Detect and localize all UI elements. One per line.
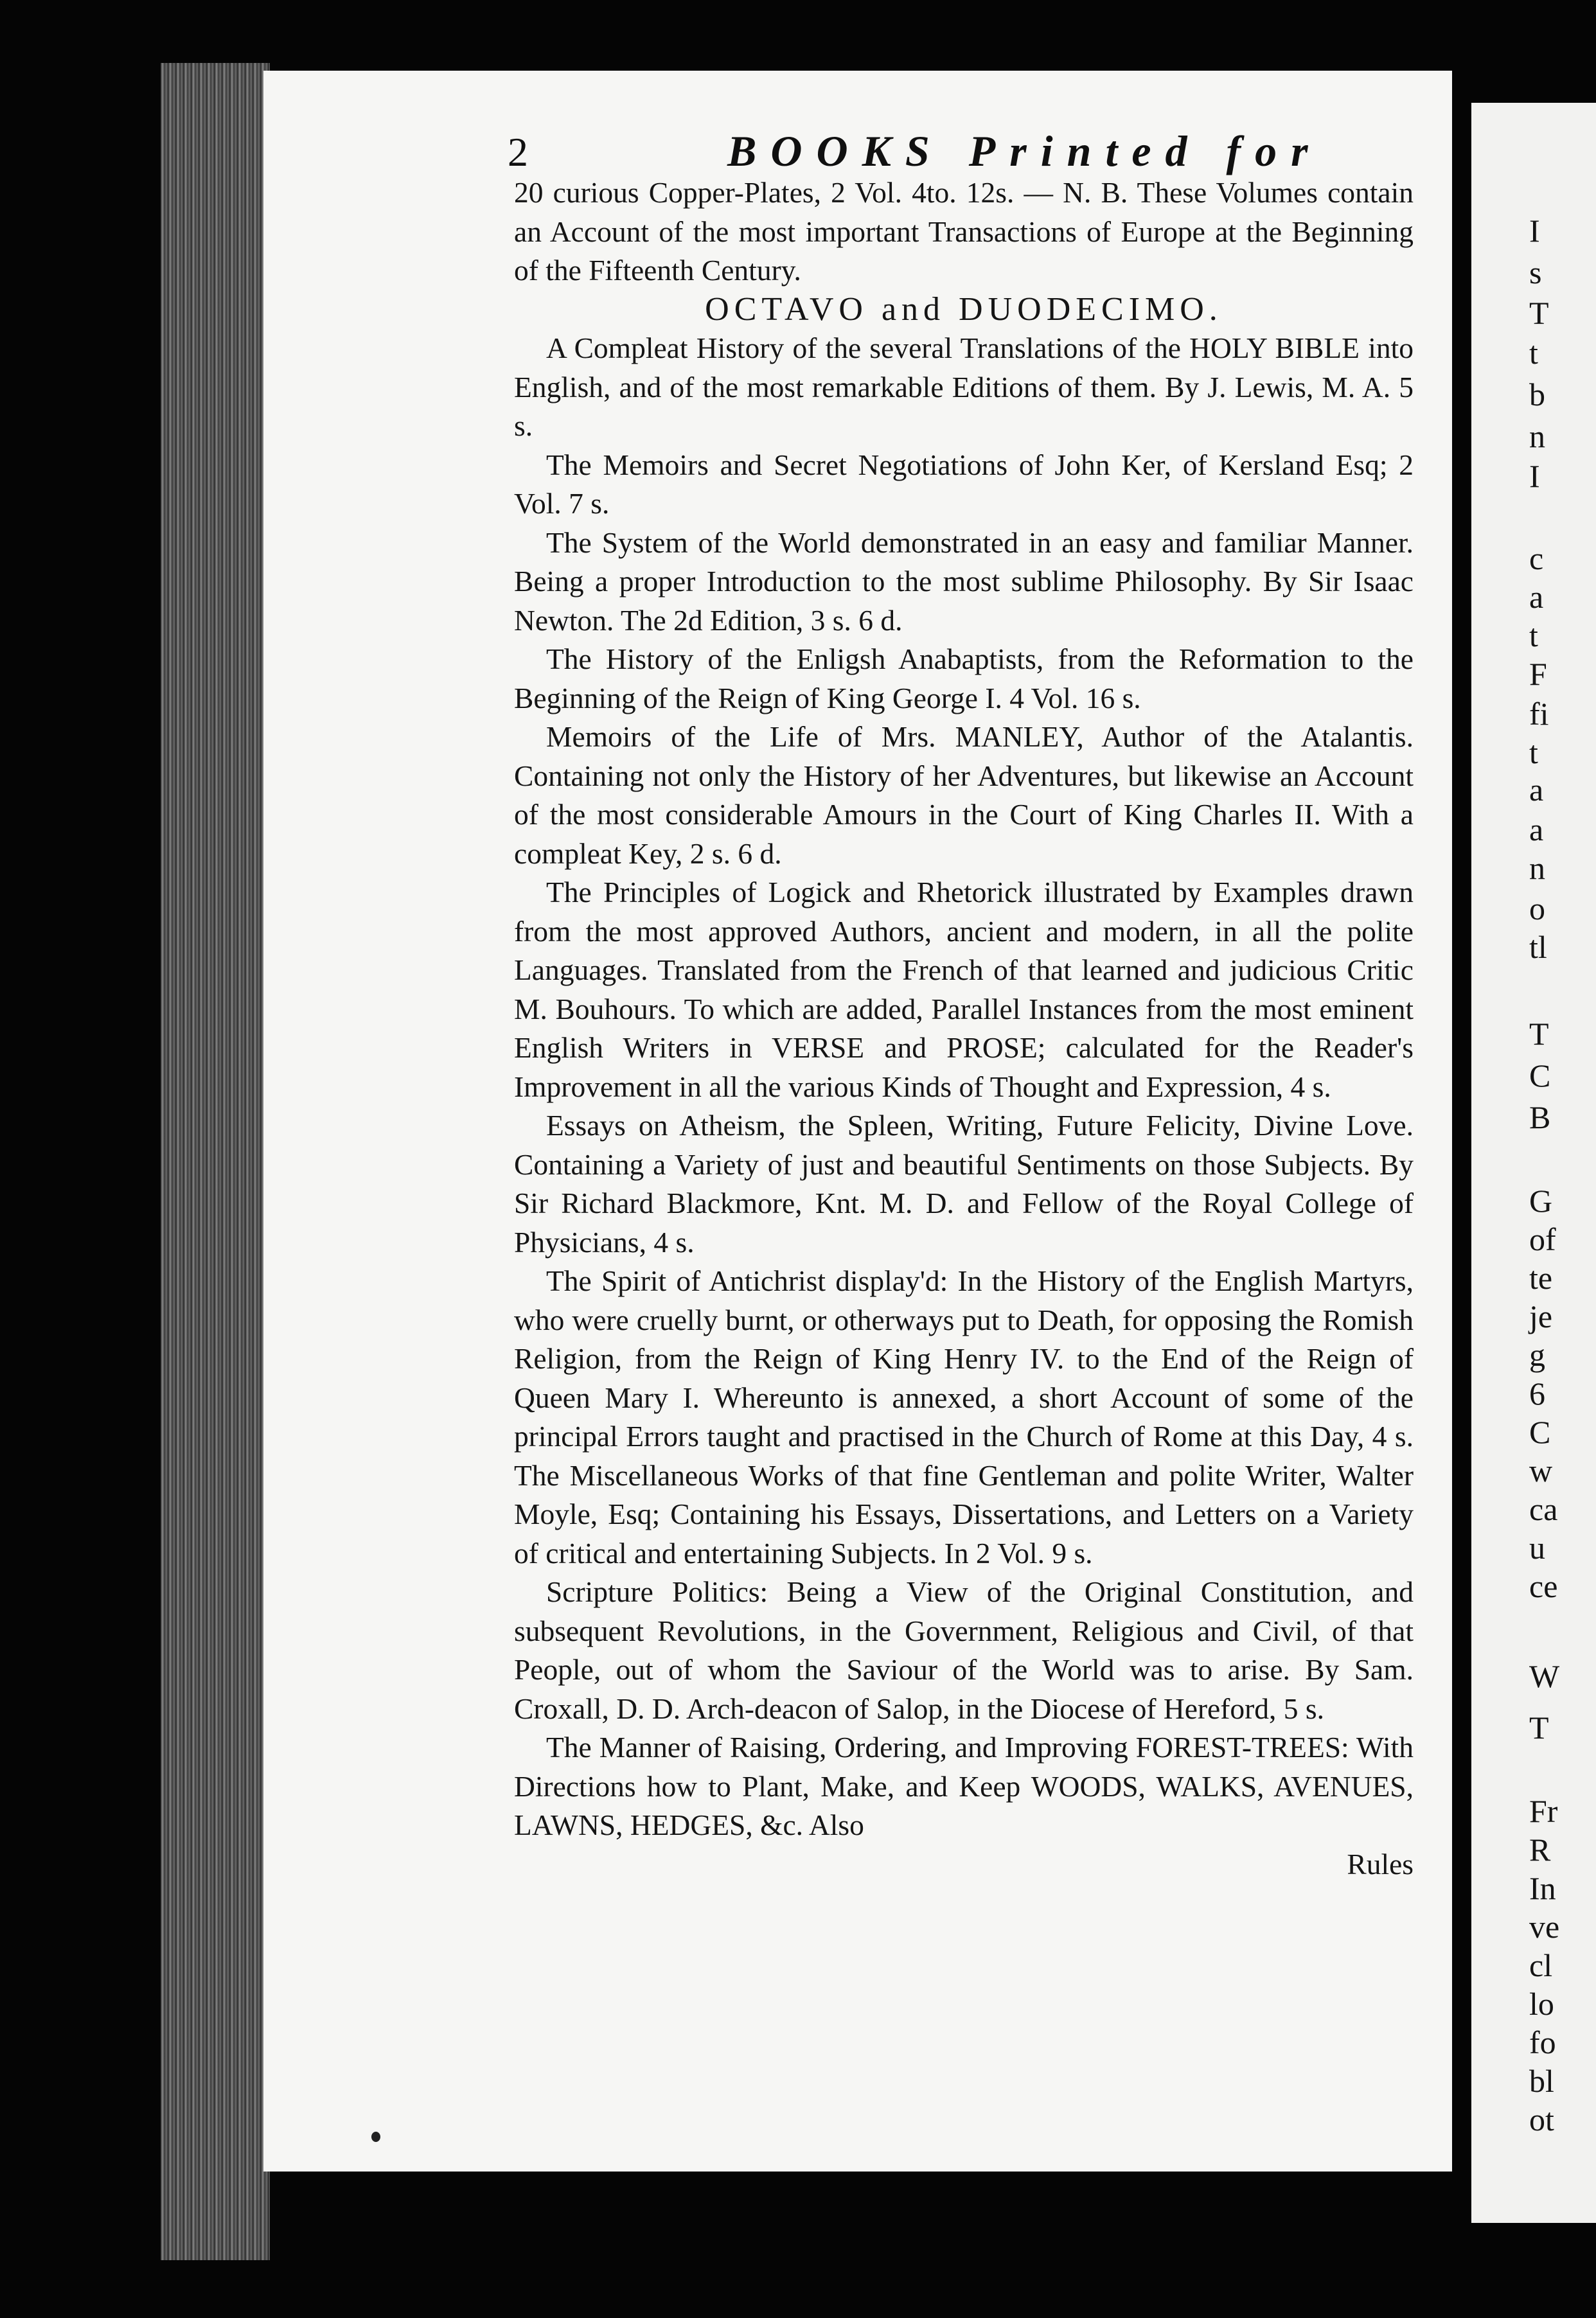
- facing-page-fragment: ot: [1529, 2101, 1554, 2137]
- facing-page-fragment: n: [1529, 418, 1545, 454]
- facing-page-fragment: b: [1529, 376, 1545, 412]
- catalogue-entry: The Memoirs and Secret Negotiations of John Ker, of Kersland Esq; 2 Vol. 7 s.: [514, 448, 1414, 520]
- catalogue-entry: Scripture Politics: Being a View of the Original Constitution, and subsequent Revolutions, in the Government, Religious and Civil, of that People, out of whom the Saviour of the World was to arise. By Sam. Croxall, D. D. Arch-deacon of Salop, in the Diocese of Hereford, 5 s.: [514, 1575, 1414, 1725]
- catalogue-entry: Essays on Atheism, the Spleen, Writing, Future Felicity, Divine Love. Containing a Variety of just and beautiful Sentiments on those Subjects. By Sir Richard Blackmore, Knt. M. D. and Fellow of the Royal College of Physicians, 4 s.: [514, 1109, 1414, 1259]
- catalogue-entry: Memoirs of the Life of Mrs. MANLEY, Author of the Atalantis. Containing not only the History of her Adventures, but likewise an Account of the most considerable Amours in the Court of King Charles II. With a compleat Key, 2 s. 6 d.: [514, 720, 1414, 870]
- page-body: [514, 173, 1414, 1884]
- facing-page-fragment: ve: [1529, 1909, 1560, 1945]
- page-number: 2: [508, 129, 528, 175]
- catalogue-entry: The Manner of Raising, Ordering, and Improving FOREST-TREES: With Directions how to Plant, Make, and Keep WOODS, WALKS, AVENUES, LAWNS, HEDGES, &c. Also: [514, 1731, 1414, 1841]
- facing-page-fragment: In: [1529, 1870, 1556, 1906]
- facing-page-fragment: T: [1529, 1016, 1549, 1052]
- facing-page-fragment: t: [1529, 617, 1538, 653]
- facing-page-fragment: W: [1529, 1658, 1560, 1694]
- catalogue-entry: The Principles of Logick and Rhetorick illustrated by Examples drawn from the most approved Authors, ancient and modern, in all the polite Languages. Translated from the French of that learned and judicious Critic M. Bouhours. To which are added, Parallel Instances from the most eminent English Writers in VERSE and PROSE; calculated for the Reader's Improvement in all the various Kinds of Thought and Expression, 4 s.: [514, 876, 1414, 1103]
- facing-page-fragment: w: [1529, 1453, 1553, 1489]
- page-edges: [161, 63, 270, 2260]
- facing-page-fragment: t: [1529, 734, 1538, 770]
- facing-page-fragment: a: [1529, 811, 1544, 847]
- catalogue-entry: The Spirit of Antichrist display'd: In the History of the English Martyrs, who were cruelly burnt, or otherways put to Death, for opposing the Romish Religion, from the Reign of King Henry IV. to the End of the Reign of Queen Mary I. Whereunto is annexed, a short Account of some of the principal Errors taught and practised in the Church of Rome at this Day, 4 s. The Miscellaneous Works of that fine Gentleman and polite Writer, Walter Moyle, Esq; Containing his Essays, Dissertations, and Letters on a Variety of critical and entertaining Subjects. In 2 Vol. 9 s.: [514, 1264, 1414, 1570]
- facing-page-fragment: G: [1529, 1183, 1553, 1219]
- facing-page-fragment: R: [1529, 1832, 1551, 1868]
- facing-page-fragment: te: [1529, 1260, 1553, 1296]
- facing-page-fragment: C: [1529, 1414, 1551, 1450]
- facing-page-fragment: B: [1529, 1099, 1551, 1135]
- facing-page-fragment: fi: [1529, 696, 1549, 732]
- facing-page-fragment: cl: [1529, 1947, 1553, 1983]
- facing-page-fragment: 6: [1529, 1376, 1545, 1411]
- facing-page-fragment: a: [1529, 772, 1544, 808]
- facing-page-fragment: lo: [1529, 1986, 1554, 2022]
- facing-page-fragment: a: [1529, 579, 1544, 615]
- facing-page-fragment: I: [1529, 458, 1540, 494]
- facing-page-fragment: bl: [1529, 2063, 1554, 2099]
- facing-page-fragment: tl: [1529, 929, 1547, 965]
- facing-page-fragment: s: [1529, 254, 1542, 290]
- facing-page-fragment: o: [1529, 890, 1545, 926]
- facing-page-fragment: n: [1529, 850, 1545, 886]
- facing-page-fragment: F: [1529, 656, 1547, 692]
- catalogue-entry: The System of the World demonstrated in an easy and familiar Manner. Being a proper Introduction to the most sublime Philosophy. By Sir Isaac Newton. The 2d Edition, 3 s. 6 d.: [514, 526, 1414, 637]
- running-head: BOOKS Printed for: [727, 127, 1322, 175]
- facing-page-fragment: Fr: [1529, 1793, 1558, 1829]
- catchword: Rules: [1347, 1847, 1414, 1880]
- section-heading: OCTAVO and DUODECIMO.: [705, 290, 1223, 328]
- facing-page-fragment: I: [1529, 213, 1540, 249]
- facing-page-fragment: T: [1529, 1710, 1549, 1746]
- ink-speck: [371, 2132, 380, 2142]
- facing-page-fragment: c: [1529, 540, 1544, 576]
- facing-page-fragment: of: [1529, 1221, 1556, 1257]
- facing-page-fragment: je: [1529, 1298, 1553, 1334]
- facing-page-fragment: g: [1529, 1337, 1545, 1373]
- page-header: [508, 126, 1452, 177]
- catalogue-entry: The History of the Enligsh Anabaptists, from the Reformation to the Beginning of the Reign of King George I. 4 Vol. 16 s.: [514, 642, 1414, 714]
- facing-page-fragment: u: [1529, 1530, 1545, 1566]
- facing-page-fragment: C: [1529, 1057, 1551, 1093]
- continuation-paragraph: 20 curious Copper-Plates, 2 Vol. 4to. 12s. — N. B. These Volumes contain an Account of the most important Transactions of Europe at the Beginning of the Fifteenth Century.: [514, 176, 1414, 287]
- facing-page-fragment: t: [1529, 335, 1538, 371]
- facing-page-fragment: ca: [1529, 1491, 1558, 1527]
- catalogue-entry: A Compleat History of the several Translations of the HOLY BIBLE into English, and of the most remarkable Editions of them. By J. Lewis, M. A. 5 s.: [514, 332, 1414, 442]
- facing-page-fragment: fo: [1529, 2024, 1556, 2060]
- facing-page-fragment: T: [1529, 295, 1549, 331]
- facing-page-fragment: ce: [1529, 1568, 1558, 1604]
